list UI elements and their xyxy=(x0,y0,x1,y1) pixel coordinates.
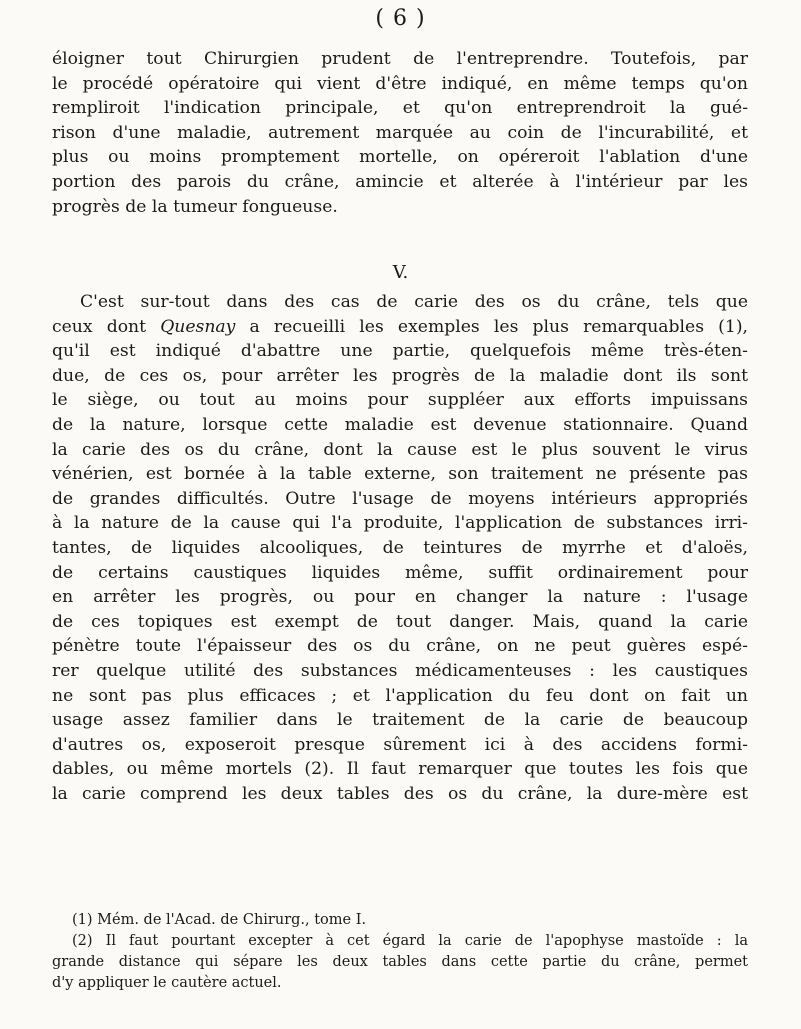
text-line: la carie des os du crâne, dont la cause est le plus souvent le virus xyxy=(52,439,748,460)
text-line: ne sont pas plus efficaces ; et l'application du feu dont on fait un xyxy=(52,685,748,706)
author-name: Quesnay xyxy=(160,316,236,337)
text-line: portion des parois du crâne, amincie et alterée à l'intérieur par les xyxy=(52,171,748,192)
footnote-2-line: grande distance qui sépare les deux tables dans cette partie du crâne, permet xyxy=(52,954,748,970)
text-line: tantes, de liquides alcooliques, de teintures de myrrhe et d'aloës, xyxy=(52,537,748,558)
text-line: vénérien, est bornée à la table externe, son traitement ne présente pas xyxy=(52,464,748,485)
text-line: d'autres os, exposeroit presque sûrement ici à des accidens formi- xyxy=(52,734,748,755)
text-line: dables, ou même mortels (2). Il faut remarquer que toutes les fois que xyxy=(52,759,748,780)
footnote-2-line: (2) Il faut pourtant excepter à cet égard la carie de l'apophyse mastoïde : la xyxy=(72,933,748,949)
text-line: de grandes difficultés. Outre l'usage de moyens intérieurs appropriés xyxy=(52,488,748,509)
text-line: le procédé opératoire qui vient d'être indiqué, en même temps qu'on xyxy=(52,73,748,94)
text-line: ceux dont Quesnay a recueilli les exemples les plus remarquables (1), xyxy=(52,316,748,337)
text-line: due, de ces os, pour arrêter les progrès de la maladie dont ils sont xyxy=(52,365,748,386)
paragraph-top xyxy=(52,47,748,219)
text-line: la carie comprend les deux tables des os du crâne, la dure-mère est xyxy=(52,783,748,804)
text-line: rison d'une maladie, autrement marquée au coin de l'incurabilité, et xyxy=(52,122,748,143)
section-number: V. xyxy=(392,262,409,283)
footnote-1: (1) Mém. de l'Acad. de Chirurg., tome I. xyxy=(72,912,367,928)
text-line: de certains caustiques liquides même, suffit ordinairement pour xyxy=(52,562,748,583)
text-line: à la nature de la cause qui l'a produite, l'application de substances irri- xyxy=(52,513,748,534)
text-line: qu'il est indiqué d'abattre une partie, quelquefois même très-éten- xyxy=(52,341,748,362)
text-line: plus ou moins promptement mortelle, on opéreroit l'ablation d'une xyxy=(52,147,748,168)
text-line: C'est sur-tout dans des cas de carie des os du crâne, tels que xyxy=(80,292,748,312)
footnote-2-line: d'y appliquer le cautère actuel. xyxy=(52,975,282,991)
text-line: de ces topiques est exempt de tout danger. Mais, quand la carie xyxy=(52,611,748,632)
text-line: de la nature, lorsque cette maladie est devenue stationnaire. Quand xyxy=(52,414,748,435)
text-line: pénètre toute l'épaisseur des os du crâne, on ne peut guères espé- xyxy=(52,636,748,657)
text-line: progrès de la tumeur fongueuse. xyxy=(52,196,338,217)
text-line: en arrêter les progrès, ou pour en changer la nature : l'usage xyxy=(52,587,748,608)
text-line: éloigner tout Chirurgien prudent de l'entreprendre. Toutefois, par xyxy=(52,49,748,69)
footnotes xyxy=(52,910,748,994)
text-line: rer quelque utilité des substances médicamenteuses : les caustiques xyxy=(52,660,748,681)
text-line: usage assez familier dans le traitement de la carie de beaucoup xyxy=(52,710,748,731)
page-number: ( 6 ) xyxy=(375,6,426,31)
text-line: rempliroit l'indication principale, et qu'on entreprendroit la gué- xyxy=(52,98,748,119)
paragraph-main xyxy=(52,290,748,806)
text-line: le siège, ou tout au moins pour suppléer aux efforts impuissans xyxy=(52,390,748,411)
